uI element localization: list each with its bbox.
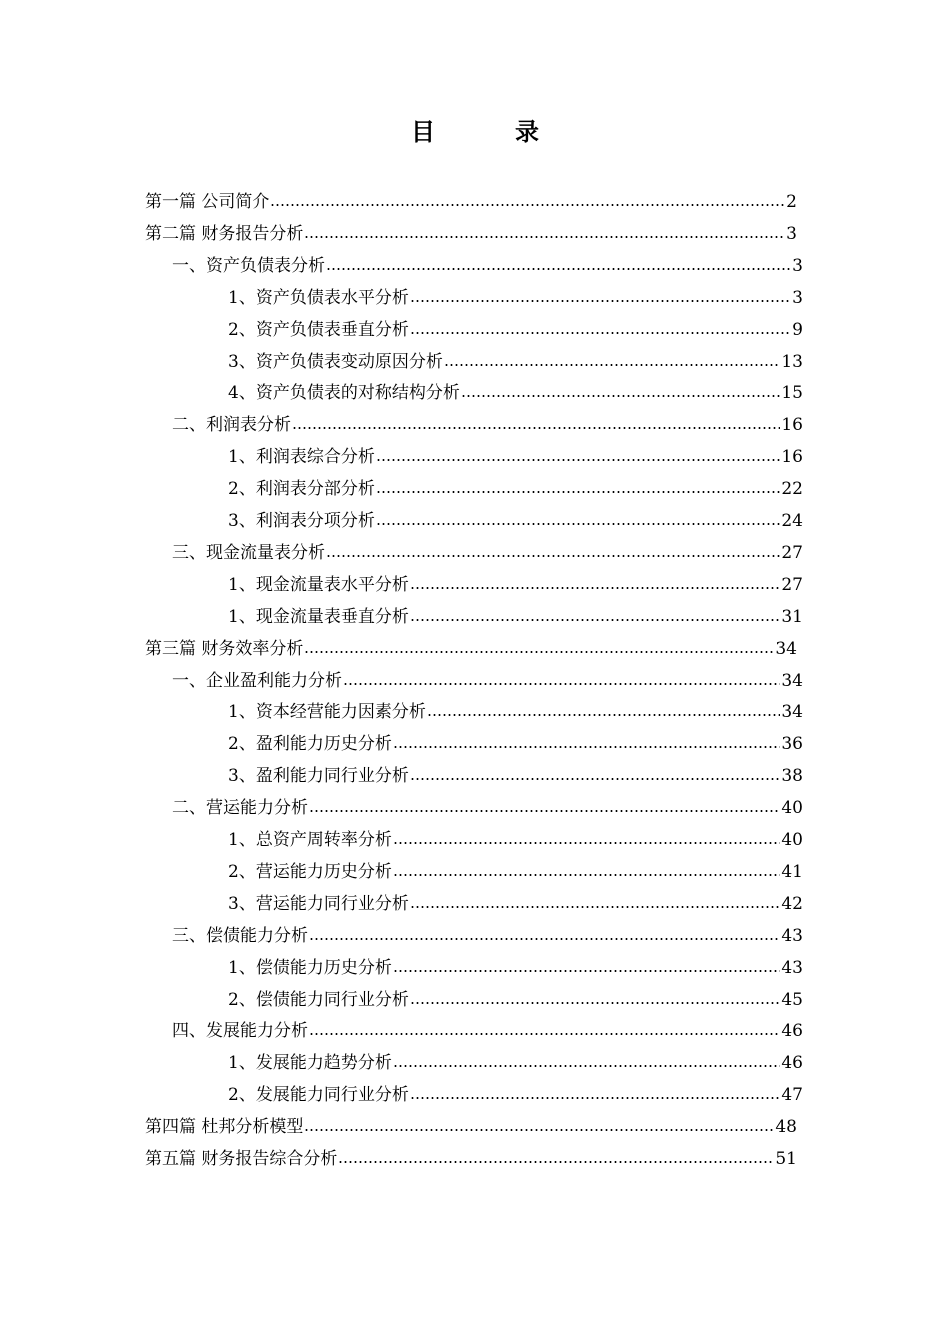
toc-entry-label: 1、偿债能力历史分析 bbox=[228, 957, 392, 978]
toc-entry[interactable] bbox=[228, 501, 803, 533]
toc-entry[interactable] bbox=[228, 278, 803, 310]
dot-leader bbox=[292, 413, 780, 437]
dot-leader bbox=[304, 1115, 774, 1139]
toc-entry-label: 1、利润表综合分析 bbox=[228, 447, 375, 468]
toc-entry-label: 第二篇 财务报告分析 bbox=[145, 223, 304, 244]
toc-page-number: 3 bbox=[792, 255, 803, 276]
toc-page-number: 34 bbox=[781, 702, 803, 723]
toc-entry[interactable] bbox=[145, 1107, 797, 1139]
toc-entry[interactable] bbox=[228, 820, 803, 852]
toc-page-number: 16 bbox=[781, 415, 803, 436]
toc-entry-label: 一、企业盈利能力分析 bbox=[172, 670, 342, 691]
toc-page-number: 45 bbox=[781, 989, 803, 1010]
toc-page-number: 41 bbox=[781, 861, 803, 882]
dot-leader bbox=[326, 541, 780, 565]
dot-leader bbox=[376, 477, 781, 501]
toc-entry-label: 1、资产负债表水平分析 bbox=[228, 287, 409, 308]
dot-leader bbox=[304, 637, 774, 661]
toc-entry-label: 1、现金流量表水平分析 bbox=[228, 574, 409, 595]
toc-entry[interactable] bbox=[228, 469, 803, 501]
toc-entry[interactable] bbox=[228, 948, 803, 980]
toc-page-number: 2 bbox=[786, 192, 797, 212]
toc-page-number: 16 bbox=[781, 447, 803, 468]
toc-page-number: 43 bbox=[781, 957, 803, 978]
toc-entry[interactable] bbox=[228, 597, 803, 629]
dot-leader bbox=[309, 796, 780, 820]
toc-entry-label: 第五篇 财务报告综合分析 bbox=[145, 1149, 338, 1169]
toc-page-number: 47 bbox=[781, 1085, 803, 1106]
dot-leader bbox=[376, 445, 781, 469]
toc-page-number: 40 bbox=[781, 798, 803, 819]
toc-entry-label: 4、资产负债表的对称结构分析 bbox=[228, 383, 460, 404]
toc-page-number: 40 bbox=[781, 830, 803, 850]
toc-entry-label: 1、总资产周转率分析 bbox=[228, 830, 392, 850]
toc-entry[interactable] bbox=[228, 884, 803, 916]
toc-entry[interactable] bbox=[228, 692, 803, 724]
toc-entry-label: 一、资产负债表分析 bbox=[172, 255, 325, 276]
toc-page-number: 9 bbox=[792, 319, 803, 340]
toc-entry[interactable] bbox=[172, 246, 803, 278]
toc-page-number: 31 bbox=[781, 606, 803, 627]
toc-entry[interactable] bbox=[228, 1043, 803, 1075]
toc-page-number: 48 bbox=[775, 1117, 797, 1138]
toc-entry[interactable] bbox=[145, 182, 797, 214]
dot-leader bbox=[326, 254, 791, 278]
toc-entry[interactable] bbox=[145, 629, 797, 661]
dot-leader bbox=[410, 1083, 781, 1107]
toc-page-number: 3 bbox=[792, 287, 803, 308]
toc-entry[interactable] bbox=[172, 788, 803, 820]
toc-entry-label: 3、盈利能力同行业分析 bbox=[228, 766, 409, 787]
toc-entry[interactable] bbox=[228, 1075, 803, 1107]
dot-leader bbox=[338, 1147, 774, 1171]
dot-leader bbox=[410, 605, 781, 629]
toc-entry-label: 2、盈利能力历史分析 bbox=[228, 734, 392, 755]
dot-leader bbox=[444, 350, 781, 374]
toc-entry-label: 四、发展能力分析 bbox=[172, 1021, 308, 1042]
toc-entry-label: 2、发展能力同行业分析 bbox=[228, 1085, 409, 1106]
toc-page-number: 46 bbox=[781, 1021, 803, 1042]
dot-leader bbox=[461, 381, 781, 405]
toc-entry[interactable] bbox=[228, 724, 803, 756]
dot-leader bbox=[309, 1019, 780, 1043]
toc-page-number: 3 bbox=[786, 223, 797, 244]
toc-page-number: 46 bbox=[781, 1053, 803, 1074]
toc-page-number: 34 bbox=[775, 638, 797, 659]
dot-leader bbox=[343, 669, 780, 693]
toc-entry-label: 三、现金流量表分析 bbox=[172, 542, 325, 563]
toc-entry[interactable] bbox=[228, 437, 803, 469]
dot-leader bbox=[393, 732, 781, 756]
toc-entry[interactable] bbox=[228, 310, 803, 342]
toc-entry[interactable] bbox=[172, 533, 803, 565]
dot-leader bbox=[410, 892, 781, 916]
toc-entry-label: 三、偿债能力分析 bbox=[172, 925, 308, 946]
dot-leader bbox=[393, 1051, 781, 1075]
dot-leader bbox=[393, 828, 781, 852]
toc-page-number: 34 bbox=[781, 670, 803, 691]
dot-leader bbox=[376, 509, 781, 533]
toc-entry[interactable] bbox=[228, 980, 803, 1012]
toc-entry-label: 1、资本经营能力因素分析 bbox=[228, 702, 426, 723]
toc-entry-label: 二、营运能力分析 bbox=[172, 798, 308, 819]
dot-leader bbox=[304, 222, 785, 246]
dot-leader bbox=[410, 764, 781, 788]
toc-entry[interactable] bbox=[145, 214, 797, 246]
toc-page-number: 36 bbox=[781, 734, 803, 755]
toc-entry-label: 第四篇 杜邦分析模型 bbox=[145, 1117, 304, 1138]
dot-leader bbox=[410, 988, 781, 1012]
toc-entry-label: 2、营运能力历史分析 bbox=[228, 861, 392, 882]
toc-entry-label: 2、资产负债表垂直分析 bbox=[228, 319, 409, 340]
dot-leader bbox=[410, 573, 781, 597]
toc-page-number: 27 bbox=[781, 574, 803, 595]
toc-entry-label: 2、利润表分部分析 bbox=[228, 479, 375, 500]
toc-page-number: 15 bbox=[781, 383, 803, 404]
toc-page-number: 42 bbox=[781, 893, 803, 914]
toc-entry[interactable] bbox=[228, 756, 803, 788]
toc-page-number: 24 bbox=[781, 511, 803, 531]
toc-page-number: 22 bbox=[781, 479, 803, 500]
toc-page-number: 27 bbox=[781, 542, 803, 563]
toc-entry[interactable] bbox=[145, 1139, 797, 1171]
toc-entry[interactable] bbox=[172, 405, 803, 437]
toc-entry[interactable] bbox=[172, 916, 803, 948]
toc-entry[interactable] bbox=[172, 661, 803, 693]
toc-entry-label: 第三篇 财务效率分析 bbox=[145, 638, 304, 659]
toc-entry[interactable] bbox=[228, 565, 803, 597]
dot-leader bbox=[270, 190, 785, 214]
dot-leader bbox=[309, 924, 780, 948]
page-title: 目 录 bbox=[411, 117, 567, 146]
toc-entry-label: 3、资产负债表变动原因分析 bbox=[228, 351, 443, 372]
toc-page-number: 38 bbox=[781, 766, 803, 787]
toc-entry-label: 2、偿债能力同行业分析 bbox=[228, 989, 409, 1010]
toc-entry[interactable] bbox=[228, 852, 803, 884]
toc-entry-label: 第一篇 公司简介 bbox=[145, 192, 270, 212]
toc-entry-label: 3、营运能力同行业分析 bbox=[228, 893, 409, 914]
toc-page-number: 51 bbox=[775, 1149, 797, 1169]
toc-page-number: 13 bbox=[781, 351, 803, 372]
toc-entry-label: 二、利润表分析 bbox=[172, 415, 291, 436]
toc-entry[interactable] bbox=[172, 1011, 803, 1043]
dot-leader bbox=[393, 956, 781, 980]
toc-entry-label: 1、现金流量表垂直分析 bbox=[228, 606, 409, 627]
toc-entry[interactable] bbox=[228, 342, 803, 374]
dot-leader bbox=[427, 700, 781, 724]
dot-leader bbox=[410, 286, 791, 310]
toc-page-number: 43 bbox=[781, 925, 803, 946]
toc-entry-label: 3、利润表分项分析 bbox=[228, 511, 375, 531]
toc-entry[interactable] bbox=[228, 373, 803, 405]
dot-leader bbox=[393, 860, 781, 884]
dot-leader bbox=[410, 318, 791, 342]
toc-entry-label: 1、发展能力趋势分析 bbox=[228, 1053, 392, 1074]
